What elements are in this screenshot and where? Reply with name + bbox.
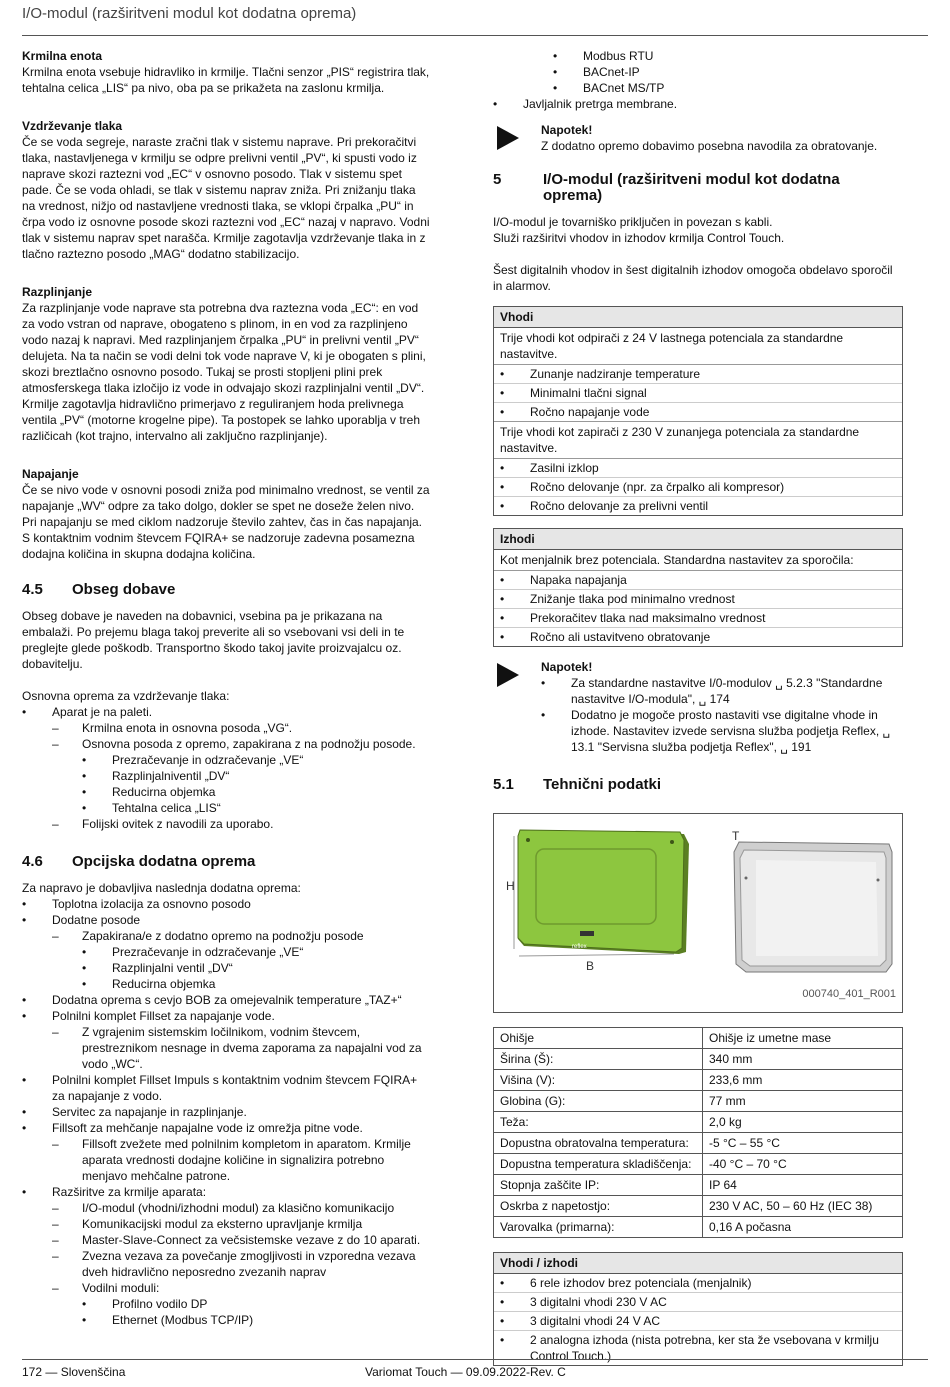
io-item: • 2 analogna izhoda (nista potrebna, ker sta že vsebovana v krmilju Control Touch.) (494, 1331, 902, 1365)
figure-code: 000740_401_R001 (802, 988, 896, 1000)
list-item: – Fillsoft zvežete med polnilnim kompletom in aparatom. Krmilje aparata vrednosti dodajne količine in signalizira potrebno menjavo mehčalne patrone. (52, 1136, 432, 1184)
list-item: • Polnilni komplet Fillset Impuls s kontaktnim vodnim števcem FQIRA+ za napajanje z vodo. (22, 1072, 432, 1104)
paragraph-vzdrzevanje-tlaka: Če se voda segreje, naraste zračni tlak v sistemu naprave. Pri prekoračitvi tlaka, nastavljenega v krmilju se odpre prelivni ventil „PV“, ki spusti vodo iz naprave skozi raztezni vod „EC“ v osnovno posodo. Tlak v sistemu spet pade. Če se voda ohladi, se tlak v sistemu naprav zniža. Pri znižanju tlaka na vrednost, nižjo od nastavljene vrednosti tlaka, se vklopi črpalka „PU“ in črpa vodo iz osnovne posode skozi raztezni vod „EC“ nazaj v napravo. Vodni tlak v sistemu naprav spet narašča. Krmilje zagotavlja vzdrževanje tlaka in z tlačno raztezno posodo „MAG“ dodatno stabilizacijo. (22, 135, 430, 261)
list-item: • Dodatne posode – Zapakirana/e z dodatno opremo na podnožju posode • Prezračevanje in odzračevanje „VE“ • Razplinjalni ventil „DV“ • Reducirna objemka (22, 912, 432, 992)
inputs-box (493, 306, 903, 516)
page-header-title: I/O-modul (razširitveni modul kot dodatna oprema) (22, 5, 357, 22)
table-row: Dopustna obratovalna temperatura: -5 °C – 55 °C (494, 1133, 903, 1154)
table-row: Dopustna temperatura skladiščenja: -40 °C – 70 °C (494, 1154, 903, 1175)
table-row: Teža: 2,0 kg (494, 1112, 903, 1133)
inputs-item: • Zasilni izklop (494, 459, 902, 478)
paragraph-osnovna-oprema: Osnovna oprema za vzdrževanje tlaka: (22, 689, 230, 703)
footer-rule (22, 1359, 928, 1360)
list-item: • Prezračevanje in odzračevanje „VE“ (82, 752, 432, 768)
note-box-2 (493, 659, 903, 755)
section-number: 4.6 (22, 853, 43, 870)
inputs-item: • Minimalni tlačni signal (494, 384, 902, 403)
list-item: • BACnet MS/TP (553, 80, 903, 96)
outputs-item: • Znižanje tlaka pod minimalno vrednost (494, 590, 902, 609)
list-item: – Folijski ovitek z navodili za uporabo. (52, 816, 432, 832)
list-item: • Ethernet (Modbus TCP/IP) (82, 1312, 432, 1328)
outputs-item: • Ročno ali ustavitveno obratovanje (494, 628, 902, 646)
dimension-label-h: H (506, 879, 515, 893)
paragraph-dodatna-oprema: Za napravo je dobavljiva naslednja dodatna oprema: (22, 881, 301, 895)
list-item: – Krmilna enota in osnovna posoda „VG“. (52, 720, 432, 736)
list-item: • Razplinjalni ventil „DV“ (82, 960, 432, 976)
header-rule (22, 35, 928, 36)
list-item: – Osnovna posoda z opremo, zapakirana z na podnožju posode. • Prezračevanje in odzračevanje „VE“ • Razplinjalniventil „DV“ • Reducirna objemka • Tehtalna celica „LIS“ (52, 736, 432, 816)
list-item: • Razširitve za krmilje aparata: – I/O-modul (vhodni/izhodni modul) za klasično komunikacijo – Komunikacijski modul za eksterno upravljanje krmilja – Master-Slave-Connect za večsistemske vezave z do 10 aparati. – Zvezna vezava za povečanje zmogljivosti in vzporedna vezava dveh hidravlično neposredno zvezanih naprav – Vodilni moduli: • Profilno vodilo DP • Ethernet (Modbus TCP/IP) (22, 1184, 432, 1328)
table-row: Varovalka (primarna): 0,16 A počasna (494, 1217, 903, 1238)
table-row: Širina (Š): 340 mm (494, 1049, 903, 1070)
list-obseg-dobave (22, 704, 432, 832)
dimension-label-b: B (586, 959, 595, 973)
io-item: • 3 digitalni vhodi 24 V AC (494, 1312, 902, 1331)
note-arrow-icon (497, 126, 519, 150)
note-title: Napotek! (541, 123, 593, 137)
list-item: • Polnilni komplet Fillset za napajanje vode. – Z vgrajenim sistemskim ločilnikom, vodnim števcem, prestreznikom nesnage in dvema zaporama za napajalni vod za vodo „WC“. (22, 1008, 432, 1072)
device-illustration (494, 814, 902, 1012)
section-heading-5 (493, 172, 903, 204)
note-item: • Dodatno je mogoče prosto nastaviti vse digitalne vhode in izhode. Nastavitev izvede servisna služba podjetja Reflex, ␣ 13.1 "Servisna služba podjetja Reflex", ␣ 191 (541, 707, 903, 755)
list-item: • BACnet-IP (553, 64, 903, 80)
table-row: Ohišje Ohišje iz umetne mase (494, 1028, 903, 1049)
list-item: • Profilno vodilo DP (82, 1296, 432, 1312)
note-title: Napotek! (541, 660, 593, 674)
list-item: • Toplotna izolacija za osnovno posodo (22, 896, 432, 912)
subheading-vzdrzevanje-tlaka: Vzdrževanje tlaka (22, 119, 123, 133)
list-javljalnik (493, 96, 903, 112)
table-row: Stopnja zaščite IP: IP 64 (494, 1175, 903, 1196)
subheading-napajanje: Napajanje (22, 467, 79, 481)
list-item: – Vodilni moduli: • Profilno vodilo DP • Ethernet (Modbus TCP/IP) (52, 1280, 432, 1328)
inputs-item: • Ročno napajanje vode (494, 403, 902, 422)
section-title: Opcijska dodatna oprema (72, 853, 256, 870)
outputs-item: • Prekoračitev tlaka nad maksimalno vrednost (494, 609, 902, 628)
outputs-box (493, 528, 903, 647)
list-item: • Fillsoft za mehčanje napajalne vode iz omrežja pitne vode. – Fillsoft zvežete med polnilnim kompletom in aparatom. Krmilje aparata vrednosti dodajne količine in signalizira potrebno menjavo mehčalne patrone. (22, 1120, 432, 1184)
list-item: – Zvezna vezava za povečanje zmogljivosti in vzporedna vezava dveh hidravlično neposredno zvezanih naprav (52, 1248, 432, 1280)
outputs-box-title: Izhodi (494, 529, 902, 550)
section-title: Tehnični podatki (543, 776, 662, 793)
section-heading-4-5 (22, 582, 432, 598)
note-arrow-icon (497, 663, 519, 687)
section-number: 4.5 (22, 581, 43, 598)
inputs-item: • Zunanje nadziranje temperature (494, 365, 902, 384)
inputs-row: Trije vhodi kot zapirači z 230 V zunanjega potenciala za standardne nastavitve. (494, 422, 902, 459)
list-item: – Master-Slave-Connect za večsistemske vezave z do 10 aparati. (52, 1232, 432, 1248)
paragraph-napajanje: Če se nivo vode v osnovni posodi zniža pod minimalno vrednost, se ventil za napajanje „WV“ odpre za tako dolgo, dokler se spet ne doseže želen nivo. Pri napajanju se med ciklom nadzoruje število zahtev, čas in čas napajanja. S kontaktnim vodnim števcem FQIRA+ se nadzoruje zadevna posamezna dodajna količina in skupna dodajna količina. (22, 483, 430, 561)
section-title: I/O-modul (razširitveni modul kot dodatna oprema) (543, 171, 840, 204)
table-row: Višina (V): 233,6 mm (494, 1070, 903, 1091)
section-number: 5.1 (493, 776, 514, 793)
note-box-1 (493, 122, 903, 154)
inputs-item: • Ročno delovanje (npr. za črpalko ali kompresor) (494, 478, 902, 497)
list-item: • Prezračevanje in odzračevanje „VE“ (82, 944, 432, 960)
outputs-row: Kot menjalnik brez potenciala. Standardna nastavitev za sporočila: (494, 550, 902, 571)
list-dodatna-oprema (22, 896, 432, 1328)
inputs-row: Trije vhodi kot odpirači z 24 V lastnega potenciala za standardne nastavitve. (494, 328, 902, 365)
dimension-label-t: T (732, 829, 740, 843)
list-item: – Zapakirana/e z dodatno opremo na podnožju posode • Prezračevanje in odzračevanje „VE“ • Razplinjalni ventil „DV“ • Reducirna objemka (52, 928, 432, 992)
list-item: • Modbus RTU (553, 48, 903, 64)
section-heading-5-1 (493, 777, 903, 793)
list-item: • Servitec za napajanje in razplinjanje. (22, 1104, 432, 1120)
footer-page-number: 172 — Slovenščina (22, 1365, 126, 1379)
paragraph-razplinjanje: Za razplinjanje vode naprave sta potrebna dva raztezna voda „EC“: en vod za vodo vstran od naprave, obogateno s plinom, in en vod za razplinjeno vodo nazaj k napravi. Med razplinjanjem črpalka „PU“ in prelivni ventil „PV“ delujeta. Na ta način se vodi delni tok vode naprave V, ki je obogaten s plini, skozi breztlačno osnovno posodo. Tukaj se prosti stopljeni plini prek atmosferskega tlaka izločijo iz vode in odvajajo skozi razplinjalni ventil „DV“. Krmilje zagotavlja hidravlično primerjavo z reguliranjem hoda prelivnega ventila „PV“ (motorne krogelne pipe). Ta postopek se lahko uporablja v treh različicah (kot trajno, intervalno ali zaključno razplinjanje). (22, 301, 426, 443)
list-item: • Dodatna oprema s cevjo BOB za omejevalnik temperature „TAZ+“ (22, 992, 432, 1008)
section-heading-4-6 (22, 854, 432, 870)
paragraph-obseg-dobave: Obseg dobave je naveden na dobavnici, vsebina pa je prikazana na embalaži. Po prejemu blaga takoj preverite ali so vsebovani vsi deli in te preglejte glede poškodb. Transportno škodo takoj javite proizvajalcu oz. dobavitelju. (22, 609, 405, 671)
io-item: • 6 rele izhodov brez potenciala (menjalnik) (494, 1274, 902, 1293)
subheading-krmilna-enota: Krmilna enota (22, 49, 103, 63)
inputs-box-title: Vhodi (494, 307, 902, 328)
io-box-title: Vhodi / izhodi (494, 1253, 902, 1274)
subheading-razplinjanje: Razplinjanje (22, 285, 93, 299)
right-column (493, 48, 903, 1378)
section-title: Obseg dobave (72, 581, 176, 598)
list-item: • Aparat je na paleti. – Krmilna enota in osnovna posoda „VG“. – Osnovna posoda z opremo, zapakirana z na podnožju posode. • Prezračevanje in odzračevanje „VE“ • Razplinjalniventil „DV“ • Reducirna objemka • Tehtalna celica „LIS“ – Folijski ovitek z navodili za uporabo. (22, 704, 432, 832)
paragraph-krmilna-enota: Krmilna enota vsebuje hidravliko in krmilje. Tlačni senzor „PIS“ registrira tlak, tehtalna celica „LIS“ pa nivo, oba pa se prikažeta na zaslonu krmilja. (22, 65, 430, 95)
list-item: – Komunikacijski modul za eksterno upravljanje krmilja (52, 1216, 432, 1232)
list-item: • Razplinjalniventil „DV“ (82, 768, 432, 784)
io-box (493, 1252, 903, 1366)
list-item: – I/O-modul (vhodni/izhodni modul) za klasično komunikacijo (52, 1200, 432, 1216)
device-figure (493, 813, 903, 1013)
paragraph-digitalni: Šest digitalnih vhodov in šest digitalnih izhodov omogoča obdelavo sporočil in alarmov. (493, 263, 893, 293)
footer-document: Variomat Touch — 09.09.2022-Rev. C (365, 1365, 566, 1379)
inputs-item: • Ročno delovanje za prelivni ventil (494, 497, 902, 515)
list-bus-modules (553, 48, 903, 96)
spec-table (493, 1027, 903, 1238)
io-item: • 3 digitalni vhodi 230 V AC (494, 1293, 902, 1312)
note-item: • Za standardne nastavitve I/0-modulov ␣ 5.2.3 "Standardne nastavitve I/O-modula", ␣ 174 (541, 675, 903, 707)
outputs-item: • Napaka napajanja (494, 571, 902, 590)
left-column (22, 48, 432, 1328)
table-row: Oskrba z napetostjo: 230 V AC, 50 – 60 Hz (IEC 38) (494, 1196, 903, 1217)
list-item: • Javljalnik pretrga membrane. (493, 96, 903, 112)
note-text: Z dodatno opremo dobavimo posebna navodila za obratovanje. (541, 139, 878, 153)
list-item: – Z vgrajenim sistemskim ločilnikom, vodnim števcem, prestreznikom nesnage in dvema zaporama za napajalni vod za vodo „WC“. (52, 1024, 432, 1072)
paragraph-io-modul: I/O-modul je tovarniško priključen in povezan s kabli. Služi razširitvi vhodov in izhodov krmilja Control Touch. (493, 215, 785, 245)
list-item: • Reducirna objemka (82, 784, 432, 800)
list-item: • Reducirna objemka (82, 976, 432, 992)
table-row: Globina (G): 77 mm (494, 1091, 903, 1112)
list-item: • Tehtalna celica „LIS“ (82, 800, 432, 816)
brand-logo: reflex (572, 944, 587, 950)
section-number: 5 (493, 171, 502, 188)
